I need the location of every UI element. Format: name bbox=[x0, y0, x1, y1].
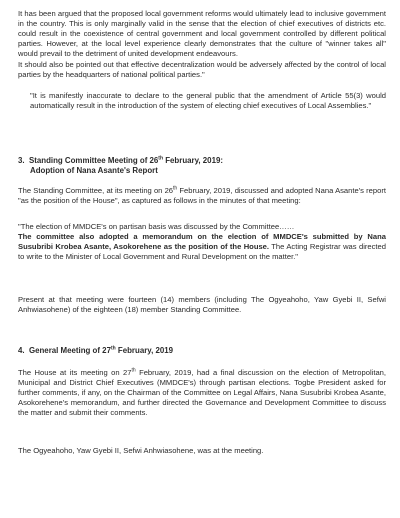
ordinal-suffix: th bbox=[110, 345, 116, 352]
section-4-heading-date: February, 2019 bbox=[115, 346, 174, 355]
minutes-quote-bold: The committee also adopted a memorandum on the election of MMDCE's submitted by Nana Susubribi Krobea Asante, Asokorehene as the position of the House. bbox=[18, 232, 386, 252]
minutes-quote-intro: "The election of MMDCE's on partisan basis was discussed by the Committee…… bbox=[18, 222, 295, 231]
section-4-heading-text: 4. General Meeting of 27 bbox=[18, 346, 111, 355]
minutes-quote-rest: The Acting Registrar was directed to write to the Minister of Local Government and Rural Development on the matter." bbox=[18, 242, 386, 262]
section-4-heading bbox=[18, 346, 386, 356]
section-3-paragraph-2: Present at that meeting were fourteen (14) members (including The Ogyeahoho, Yaw Gyebi II, Sefwi Anhwiasohene) of the eighteen (18) member Standing Committee. bbox=[18, 295, 386, 315]
section-3-subheading: Adoption of Nana Asante's Report bbox=[30, 166, 158, 176]
ordinal-suffix: th bbox=[158, 155, 164, 162]
ordinal-suffix: th bbox=[131, 367, 136, 374]
section-3-heading-date: February, 2019: bbox=[163, 156, 223, 165]
section-3-heading bbox=[18, 156, 386, 176]
section-3-heading-text: 3. Standing Committee Meeting of 26 bbox=[18, 156, 159, 165]
intro-paragraph-1: It has been argued that the proposed local government reforms would ultimately lead to inclusive government in the country. This is only marginally valid in the sense that the election of chief executives of districts etc. could result in the coexistence of central government and local government controlled by different political parties. However, at the local level experience clearly demonstrates that the culture of "winner takes all" would prevail to the detriment of united development endeavours. bbox=[18, 9, 386, 59]
section-4-paragraph-2: The Ogyeahoho, Yaw Gyebi II, Sefwi Anhwiasohene, was at the meeting. bbox=[18, 446, 264, 455]
section-3-paragraph-1: The Standing Committee, at its meeting on 26th February, 2019, discussed and adopted Nana Asante's report "as the position of the House", as captured as follows in the minutes of that meeting: bbox=[18, 185, 386, 206]
section-4-paragraph-1: The House at its meeting on 27th February, 2019, had a final discussion on the election of Metropolitan, Municipal and District Chief Executives (MMDCE's) through partisan elections. Togbe President asked for further comments, if any, on the Chairman of the Committee on Legal Affairs, Nana Susubribi Krobea Asante, Asokorehene's memorandum, and further directed the Governance and Development Committee to discuss the matter and submit their comments. bbox=[18, 367, 386, 418]
minutes-quote bbox=[18, 222, 386, 262]
intro-paragraph-3: "It is manifestly inaccurate to declare to the general public that the amendment of Article 55(3) would automatically result in the introduction of the system of electing chief executives of Local Assemblies." bbox=[30, 91, 386, 111]
intro-paragraph-2: It should also be pointed out that effective decentralization would be adversely affected by the control of local parties by the headquarters of national political parties." bbox=[18, 60, 386, 80]
minutes-quote-body bbox=[18, 232, 386, 262]
ordinal-suffix: th bbox=[173, 185, 178, 192]
